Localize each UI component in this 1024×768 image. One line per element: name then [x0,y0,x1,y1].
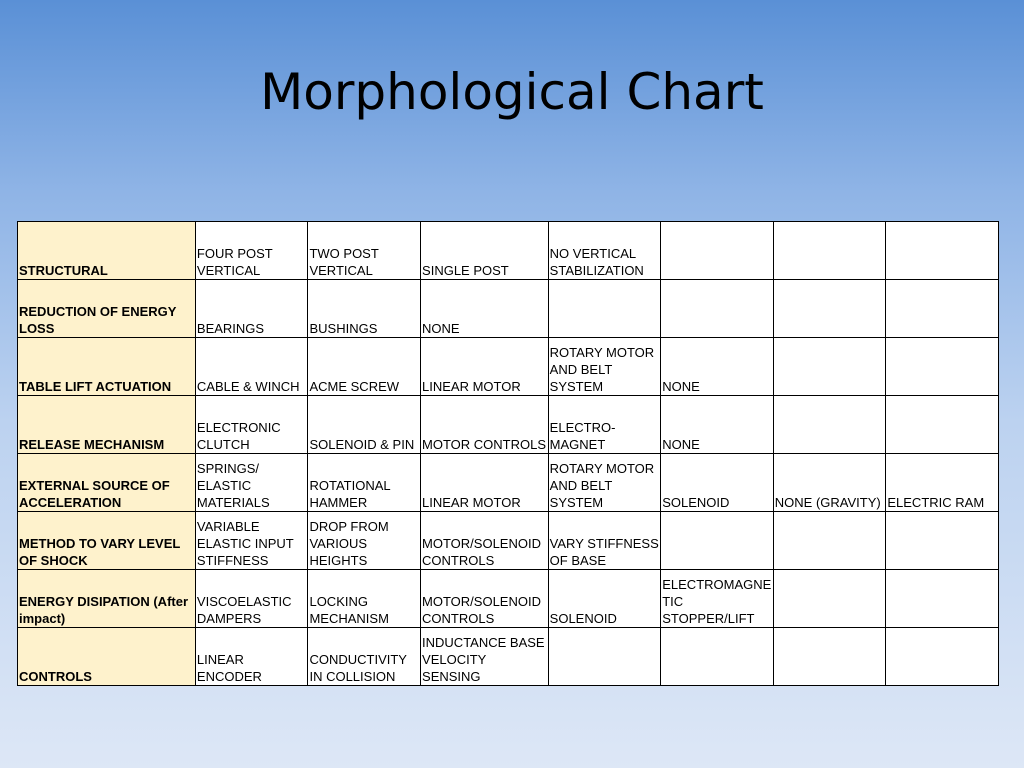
row-header-cell: RELEASE MECHANISM [18,396,196,454]
table-row [18,338,999,396]
table-cell: ROTARY MOTOR AND BELT SYSTEM [548,454,661,512]
table-cell: VARIABLE ELASTIC INPUT STIFFNESS [195,512,308,570]
table-cell: SOLENOID [548,570,661,628]
table-cell: SPRINGS/ ELASTIC MATERIALS [195,454,308,512]
table-cell: FOUR POST VERTICAL [195,222,308,280]
table-cell [773,396,886,454]
table-cell [661,222,774,280]
row-header-cell: STRUCTURAL [18,222,196,280]
table-cell: CONDUCTIVITY IN COLLISION [308,628,421,686]
table-cell: SOLENOID & PIN [308,396,421,454]
slide-title: Morphological Chart [260,63,764,121]
row-header-cell: ENERGY DISIPATION (After impact) [18,570,196,628]
table-row [18,280,999,338]
table-cell [773,338,886,396]
table-cell: INDUCTANCE BASE VELOCITY SENSING [421,628,549,686]
row-header-cell: TABLE LIFT ACTUATION [18,338,196,396]
table-cell [773,222,886,280]
table-cell [773,280,886,338]
table-cell [886,338,999,396]
table-body [18,222,999,686]
table-cell: VISCOELASTIC DAMPERS [195,570,308,628]
table-row [18,512,999,570]
table-row [18,222,999,280]
table-cell: NONE (GRAVITY) [773,454,886,512]
table-row [18,570,999,628]
table-cell [886,512,999,570]
row-header-cell: EXTERNAL SOURCE OF ACCELERATION [18,454,196,512]
table-cell [773,512,886,570]
table-row [18,454,999,512]
table-cell: NONE [661,396,774,454]
table-cell [886,222,999,280]
table-cell: NONE [421,280,549,338]
table-cell: ELECTRONIC CLUTCH [195,396,308,454]
table-cell: MOTOR CONTROLS [421,396,549,454]
table-cell: TWO POST VERTICAL [308,222,421,280]
table-cell: ACME SCREW [308,338,421,396]
table-cell [886,280,999,338]
table-cell: NONE [661,338,774,396]
table-cell [548,628,661,686]
table-cell: CABLE & WINCH [195,338,308,396]
table-cell [886,570,999,628]
table-cell [886,396,999,454]
table-cell: ELECTRO-MAGNET [548,396,661,454]
table-cell [661,628,774,686]
table-cell: SOLENOID [661,454,774,512]
table-cell: LINEAR MOTOR [421,454,549,512]
row-header-cell: METHOD TO VARY LEVEL OF SHOCK [18,512,196,570]
table-cell: LOCKING MECHANISM [308,570,421,628]
table-cell: MOTOR/SOLENOID CONTROLS [421,512,549,570]
table-cell: VARY STIFFNESS OF BASE [548,512,661,570]
table-cell: BUSHINGS [308,280,421,338]
table-cell: MOTOR/SOLENOID CONTROLS [421,570,549,628]
table-cell: ELECTRIC RAM [886,454,999,512]
morphological-chart-table [17,221,999,686]
table-row [18,628,999,686]
row-header-cell: REDUCTION OF ENERGY LOSS [18,280,196,338]
table-cell: LINEAR MOTOR [421,338,549,396]
table-cell: ELECTROMAGNETIC STOPPER/LIFT [661,570,774,628]
table-row [18,396,999,454]
table-cell: ROTARY MOTOR AND BELT SYSTEM [548,338,661,396]
table-cell: ROTATIONAL HAMMER [308,454,421,512]
table-cell: SINGLE POST [421,222,549,280]
table-cell [886,628,999,686]
table-cell [661,512,774,570]
table-cell: BEARINGS [195,280,308,338]
table-cell: LINEAR ENCODER [195,628,308,686]
table-cell [773,570,886,628]
table-cell [773,628,886,686]
table-cell: NO VERTICAL STABILIZATION [548,222,661,280]
row-header-cell: CONTROLS [18,628,196,686]
table-cell [661,280,774,338]
table-cell: DROP FROM VARIOUS HEIGHTS [308,512,421,570]
table-cell [548,280,661,338]
